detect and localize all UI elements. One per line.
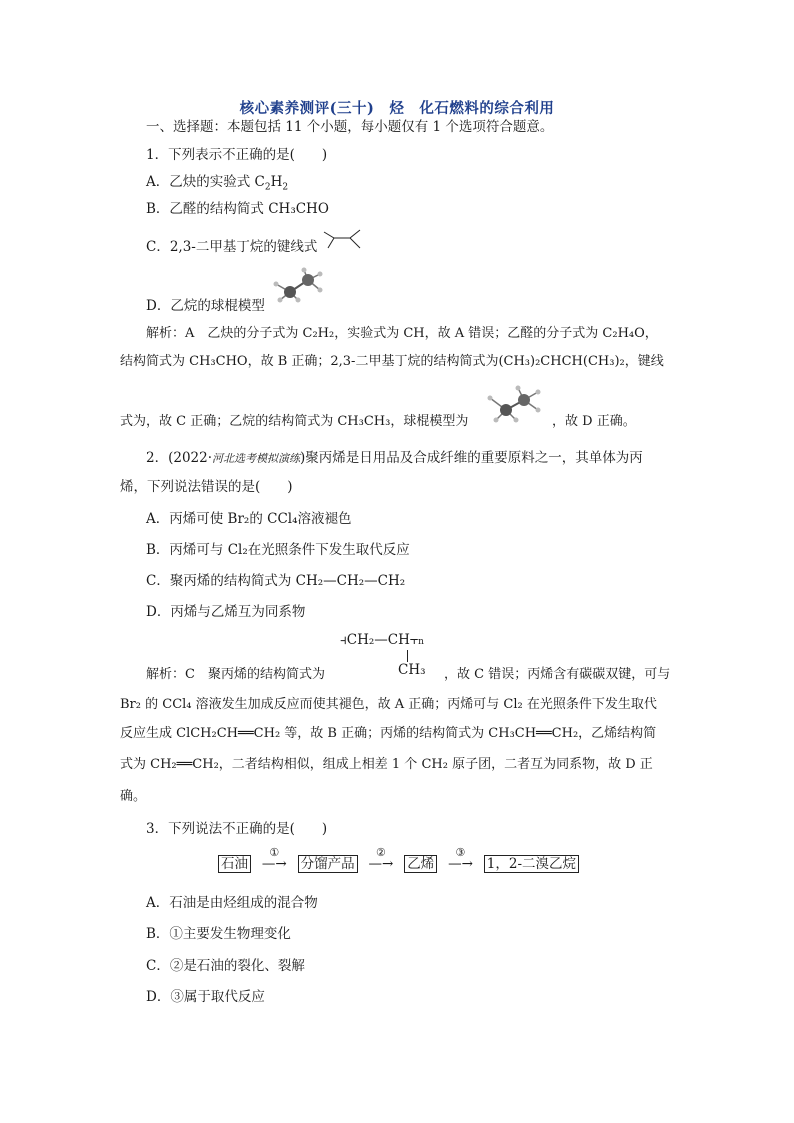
flow-arrow-1: —→ ① (261, 846, 287, 872)
q1-option-a: A．乙炔的实验式 $C_2H_2$ (146, 174, 289, 193)
q2-option-c: C．聚丙烯的结构简式为 CH₂—CH₂—CH₂ (146, 573, 406, 589)
q2-analysis-line2: Br₂ 的 CCl₄ 溶液发生加成反应而使其褪色，故 A 正确；丙烯可与 Cl₂ 在光照条件下发生取代 (120, 697, 657, 712)
q3-stem: 3．下列说法不正确的是( ) (146, 821, 328, 837)
q1-analysis-line3b: ，故 D 正确。 (552, 414, 636, 429)
ball-stick-model-figure (268, 266, 330, 304)
flow-arrow-2: —→ ② (368, 846, 394, 872)
q2-option-b: B．丙烯可与 Cl₂在光照条件下发生取代反应 (146, 542, 410, 558)
methyl-bond (407, 650, 408, 662)
q2-option-a: A．丙烯可使 Br₂的 CCl₄溶液褪色 (146, 511, 352, 527)
q1-option-d: D．乙烷的球棍模型 (146, 298, 265, 314)
q3-option-d: D．③属于取代反应 (146, 989, 265, 1005)
flow-node-petroleum: 石油 (218, 855, 251, 873)
q1-analysis-line1: 解析：A 乙炔的分子式为 C₂H₂，实验式为 CH，故 A 错误；乙醛的分子式为 C₂H₄O， (146, 326, 658, 341)
q3-option-b: B．①主要发生物理变化 (146, 926, 291, 942)
flow-arrow-3: —→ ③ (448, 846, 473, 872)
q1-option-b: B．乙醛的结构简式 CH₃CHO (146, 201, 329, 217)
skeletal-formula-figure (322, 226, 364, 250)
flow-node-dibromoethane: 1，2-二溴乙烷 (484, 855, 579, 873)
q2-option-d: D．丙烯与乙烯互为同系物 (146, 604, 306, 620)
q2-stem-cont: 烯，下列说法错误的是( ) (120, 479, 293, 495)
q2-analysis-line3: 反应生成 ClCH₂CH══CH₂ 等，故 B 正确；丙烯的结构简式为 CH₃CH══CH₂，乙烯结构简 (120, 726, 657, 741)
q2-analysis-line5: 确。 (120, 789, 147, 804)
q2-analysis-line4: 式为 CH₂══CH₂，二者结构相似，组成上相差 1 个 CH₂ 原子团，二者互为同系物，故 D 正 (120, 757, 653, 772)
q2-source: 河北选考模拟演练 (212, 452, 301, 465)
page-title: 核心素养测评(三十) 烃 化石燃料的综合利用 (239, 100, 555, 117)
q2-analysis-line1a: 解析：C 聚丙烯的结构简式为 (146, 667, 325, 682)
q3-option-a: A．石油是由烃组成的混合物 (146, 895, 318, 911)
q1-analysis-line3a: 式为，故 C 正确；乙烷的结构简式为 CH₃CH₃，球棍模型为 (120, 414, 469, 429)
process-flow-diagram (218, 846, 579, 872)
q1-stem: 1．下列表示不正确的是( ) (146, 147, 328, 163)
q2-analysis-line1b: ，故 C 错误；丙烯含有碳碳双键，可与 (444, 667, 671, 682)
section-heading: 一、选择题：本题包括 11 个小题，每小题仅有 1 个选项符合题意。 (146, 119, 554, 135)
q3-option-c: C．②是石油的裂化、裂解 (146, 958, 305, 974)
ball-stick-model-figure-2 (484, 384, 546, 424)
q1-analysis-line2: 结构简式为 CH₃CHO，故 B 正确；2,3-二甲基丁烷的结构简式为(CH₃)₂CHCH(CH₃)₂，键线 (120, 354, 664, 369)
flow-node-fractions: 分馏产品 (298, 855, 358, 873)
q2-stem: 2．(2022·河北选考模拟演练)聚丙烯是日用品及合成纤维的重要原料之一，其单体为丙 (146, 450, 643, 466)
methyl-group: CH₃ (398, 662, 426, 678)
polypropylene-structure: ⫞CH₂—CH⫟n (340, 632, 424, 648)
q1-option-c: C．2,3-二甲基丁烷的键线式 (146, 239, 318, 255)
flow-node-ethylene: 乙烯 (404, 855, 437, 873)
